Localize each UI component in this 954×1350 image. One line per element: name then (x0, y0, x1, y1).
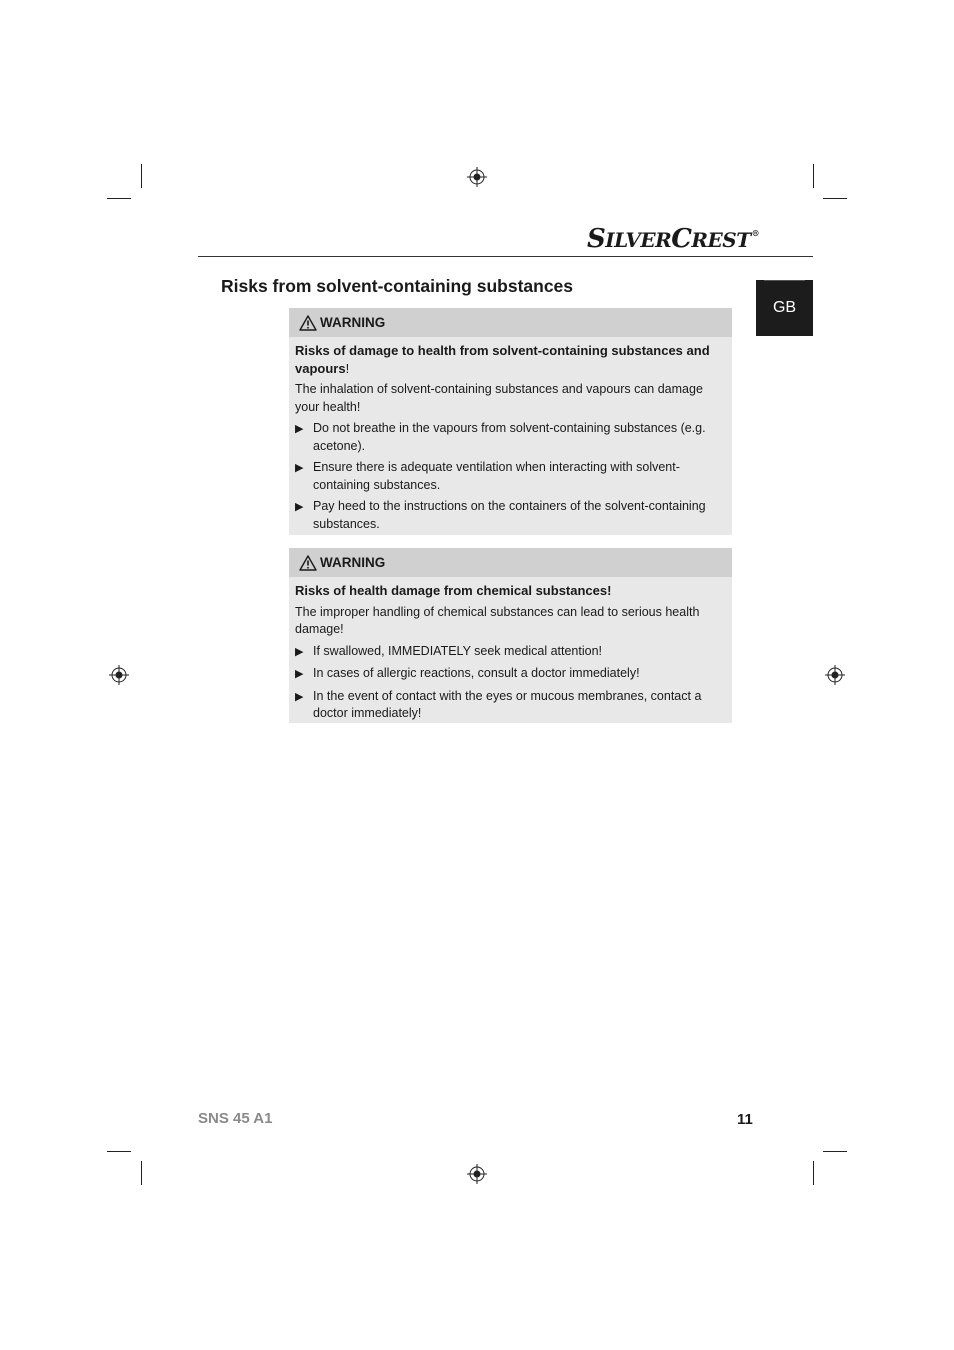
list-item-text: If swallowed, IMMEDIATELY seek medical attention! (313, 643, 603, 658)
list-item-text: Do not breathe in the vapours from solvent-containing substances (e.g. acetone). (313, 421, 706, 453)
header-divider (198, 256, 813, 257)
bullet-arrow-icon: ▶ (295, 501, 304, 513)
warning-box (289, 548, 732, 723)
list-item (295, 459, 724, 494)
warning-label: WARNING (320, 555, 386, 570)
list-item (295, 665, 724, 684)
registration-mark-icon (109, 665, 129, 685)
list-item-text: In the event of contact with the eyes or mucous membranes, contact a doctor immediately! (313, 688, 702, 720)
brand-logo (587, 224, 759, 252)
warning-intro: The improper handling of chemical substances can lead to serious health damage! (295, 604, 700, 636)
list-item-text: Pay heed to the instructions on the containers of the solvent-containing substances. (313, 499, 706, 531)
logo-initial: C (671, 224, 692, 254)
crop-mark (813, 1161, 814, 1185)
warning-subtitle (295, 582, 724, 600)
warning-subtitle-text: Risks of damage to health from solvent-containing substances and vapours (295, 343, 710, 376)
crop-mark (107, 1151, 131, 1152)
list-item-text: In cases of allergic reactions, consult a doctor immediately! (313, 666, 640, 680)
list-item (295, 420, 724, 455)
logo-initial: S (587, 224, 606, 254)
logo-text: REST (691, 228, 751, 252)
registration-mark-icon (467, 167, 487, 187)
logo-text: ILVER (605, 228, 672, 252)
list-item (295, 643, 724, 662)
crop-mark (141, 164, 142, 188)
bullet-arrow-icon: ▶ (295, 690, 304, 703)
crop-mark (141, 1161, 142, 1185)
warning-triangle-icon (299, 555, 317, 571)
registration-mark-icon (467, 1164, 487, 1184)
warning-label: WARNING (320, 315, 386, 330)
warning-box (289, 308, 732, 535)
list-item (295, 498, 724, 533)
section-title: Risks from solvent-containing substances (221, 276, 574, 296)
crop-mark (823, 198, 847, 199)
warning-subtitle (295, 342, 724, 377)
crop-mark (107, 198, 131, 199)
list-item-text: Ensure there is adequate ventilation when interacting with solvent-containing substances. (313, 460, 680, 492)
warning-intro: The inhalation of solvent-containing substances and vapours can damage your health! (295, 382, 703, 414)
bullet-arrow-icon: ▶ (295, 645, 304, 658)
warning-triangle-icon (299, 315, 317, 331)
crop-mark (823, 1151, 847, 1152)
warning-header (289, 308, 732, 337)
warning-subtitle-text: Risks of health damage from chemical substances! (295, 583, 612, 598)
registration-mark-icon (825, 665, 845, 685)
registered-mark: ® (751, 228, 760, 238)
footer-model-number: SNS 45 A1 (198, 1110, 273, 1127)
bullet-arrow-icon: ▶ (295, 668, 304, 680)
bullet-arrow-icon: ▶ (295, 423, 304, 435)
bullet-arrow-icon: ▶ (295, 462, 304, 474)
crop-mark (813, 164, 814, 188)
page-number: 11 (737, 1111, 753, 1128)
list-item (295, 688, 724, 723)
warning-subtitle-tail: ! (345, 360, 350, 376)
warning-header (289, 548, 732, 577)
language-tab: GB (756, 280, 813, 336)
